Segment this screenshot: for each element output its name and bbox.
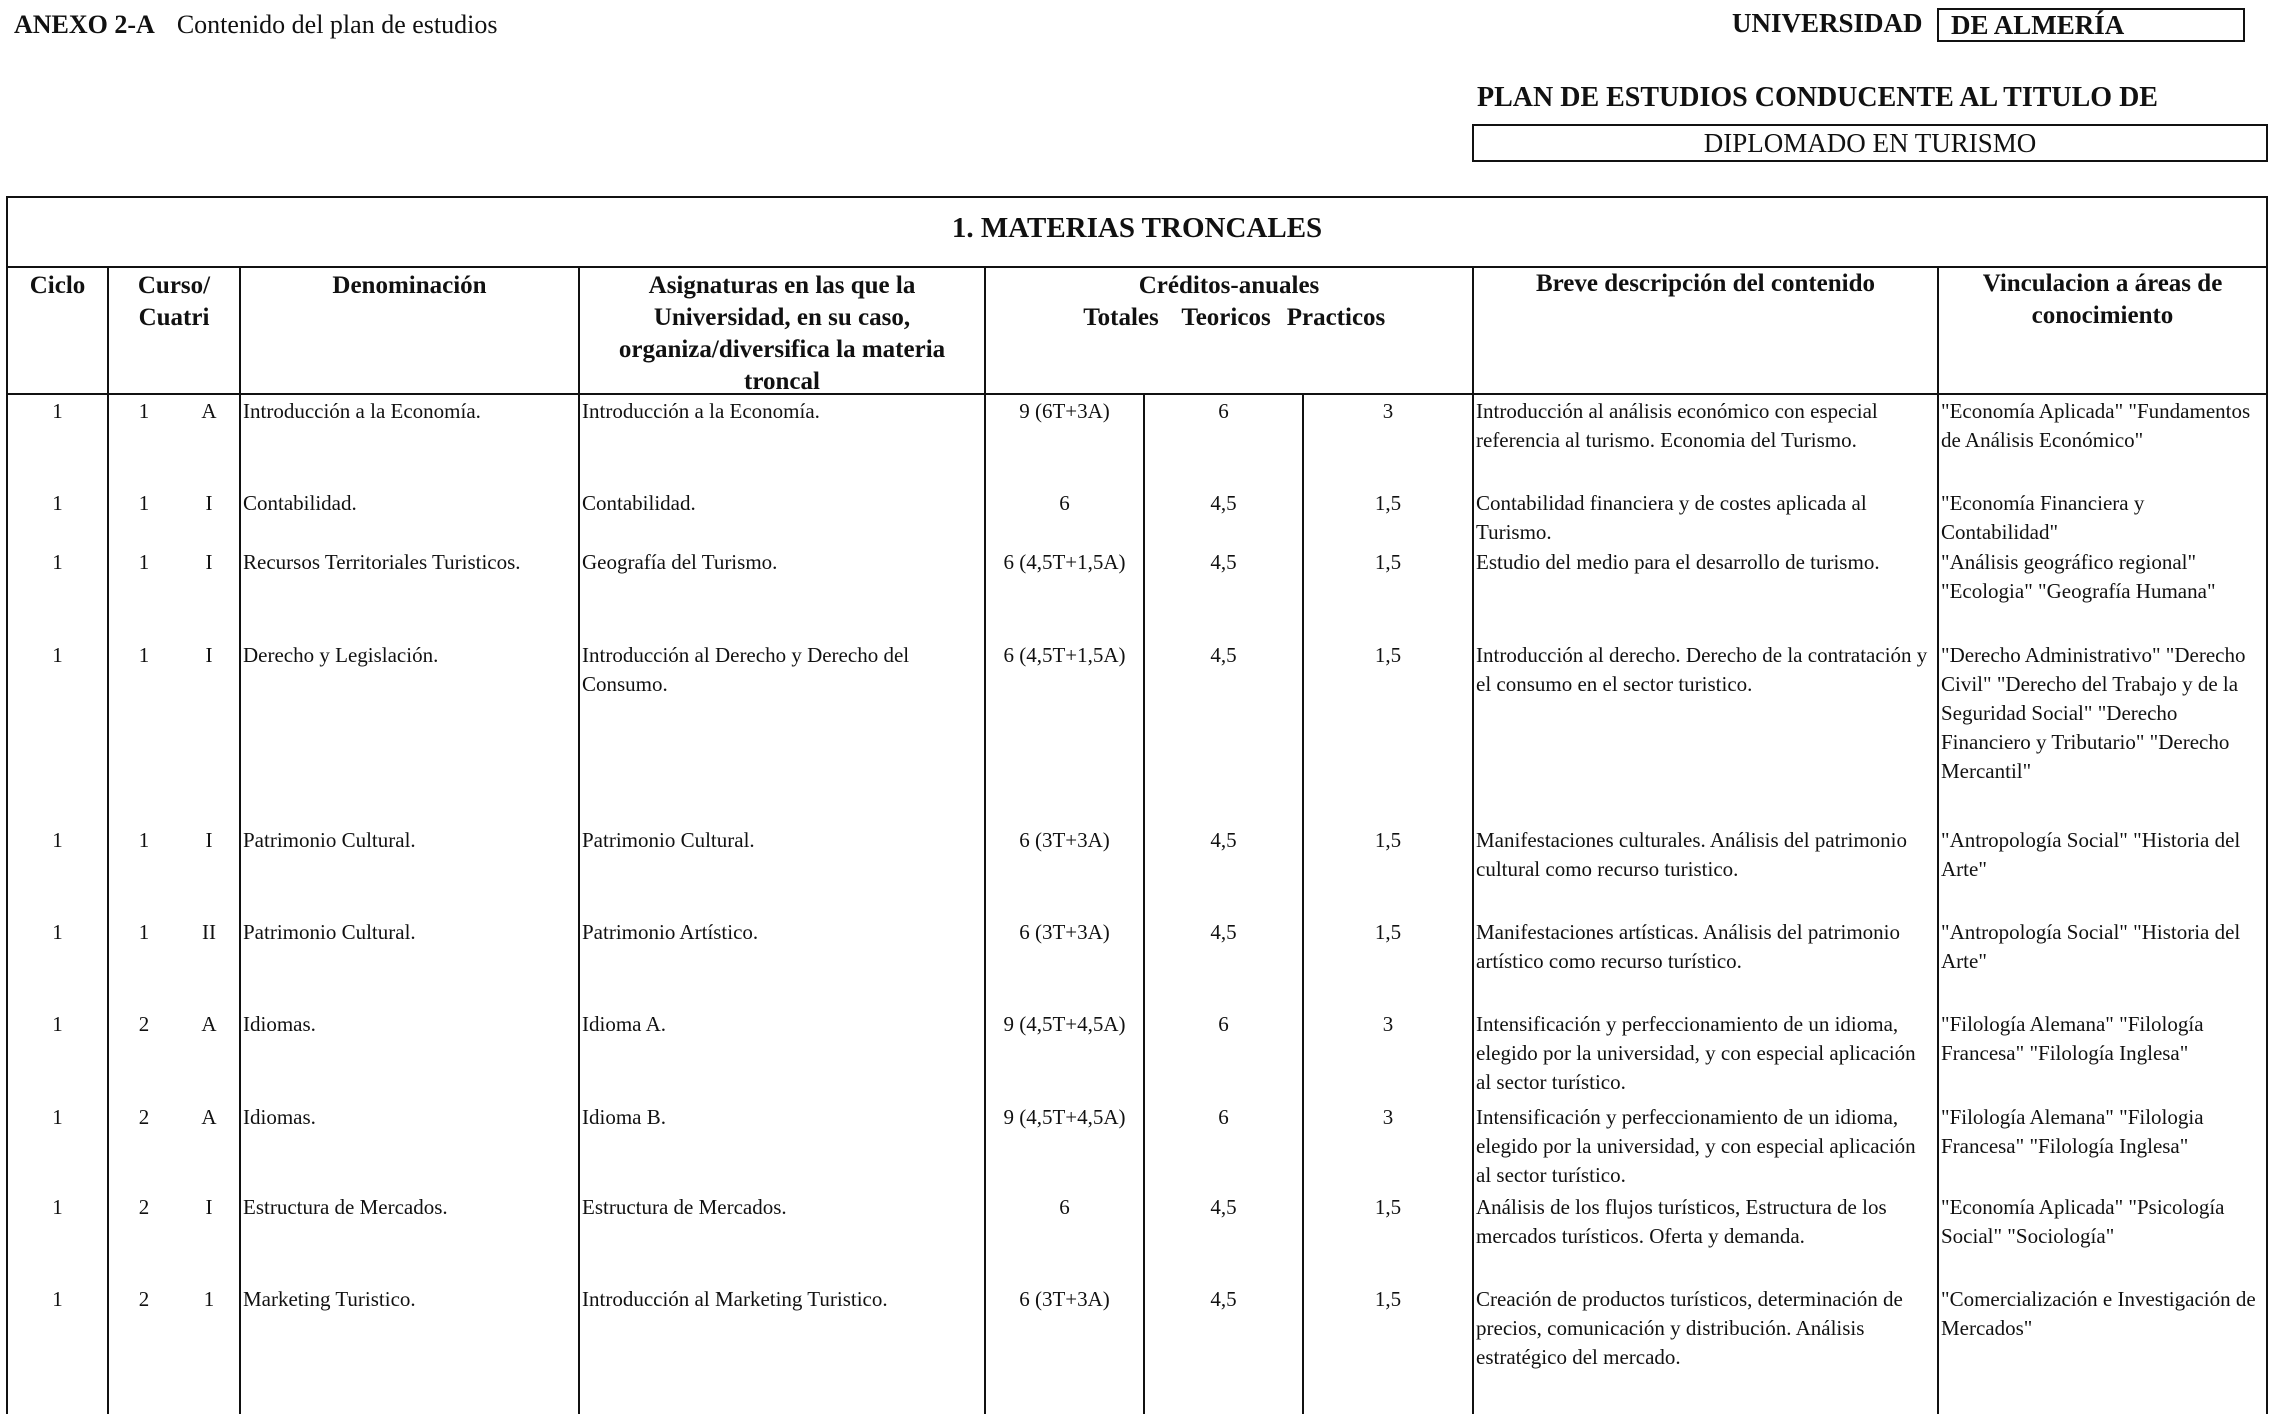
cell-curso: 2: [138, 1287, 150, 1311]
cell-ciclo: 1: [52, 643, 63, 667]
cell-totales: 6 (4,5T+1,5A): [1003, 643, 1126, 667]
cell-vinculacion: "Antropología Social" "Historia del Arte": [1941, 828, 2241, 881]
cell-ciclo: 1: [52, 920, 63, 944]
cell-totales: 6 (3T+3A): [1019, 1287, 1110, 1311]
cell-asignatura: Contabilidad.: [582, 491, 696, 515]
cell-cuatri: II: [202, 920, 216, 944]
cell-asignatura: Patrimonio Artístico.: [582, 920, 759, 944]
column-divider: [578, 266, 580, 1414]
cell-totales: 6: [1059, 491, 1070, 515]
cell-descripcion: Contabilidad financiera y de costes aplicada al Turismo.: [1476, 491, 1867, 544]
degree-title: DIPLOMADO EN TURISMO: [1472, 124, 2268, 162]
column-divider: [239, 266, 241, 1414]
cell-denominacion: Idiomas.: [243, 1012, 316, 1036]
cell-teoricos: 4,5: [1210, 1195, 1237, 1219]
cell-curso: 1: [138, 491, 150, 515]
cell-descripcion: Introducción al derecho. Derecho de la contratación y el consumo en el sector turistico.: [1476, 643, 1928, 696]
cell-descripcion: Análisis de los flujos turísticos, Estructura de los mercados turísticos. Oferta y demanda.: [1476, 1195, 1887, 1248]
cell-totales: 6 (3T+3A): [1019, 828, 1110, 852]
cell-curso: 2: [138, 1195, 150, 1219]
cell-practicos: 3: [1382, 399, 1394, 423]
cell-curso: 1: [138, 399, 150, 423]
cell-cuatri: A: [201, 1012, 217, 1036]
cell-cuatri: 1: [203, 1287, 215, 1311]
cell-ciclo: 1: [52, 550, 63, 574]
cell-vinculacion: "Comercialización e Investigación de Mercados": [1941, 1287, 2256, 1340]
table-divider: [6, 393, 2268, 395]
cell-asignatura: Idioma A.: [582, 1012, 666, 1036]
cell-totales: 9 (4,5T+4,5A): [1003, 1105, 1126, 1129]
cell-vinculacion: "Economía Financiera y Contabilidad": [1941, 491, 2145, 544]
plan-heading: PLAN DE ESTUDIOS CONDUCENTE AL TITULO DE: [1477, 82, 2158, 113]
cell-asignatura: Estructura de Mercados.: [582, 1195, 787, 1219]
cell-teoricos: 4,5: [1210, 828, 1237, 852]
cell-descripcion: Intensificación y perfeccionamiento de un idioma, elegido por la universidad, y con especial aplicación al sector turístico.: [1476, 1012, 1916, 1094]
cell-asignatura: Introducción a la Economía.: [582, 399, 820, 423]
cell-totales: 9 (6T+3A): [1019, 399, 1110, 423]
cell-denominacion: Marketing Turistico.: [243, 1287, 416, 1311]
cell-teoricos: 6: [1218, 1105, 1229, 1129]
col-header-teoricos: Teoricos: [1181, 304, 1271, 331]
cell-teoricos: 4,5: [1210, 643, 1237, 667]
cell-curso: 1: [138, 550, 150, 574]
column-divider: [1143, 393, 1145, 1414]
cell-curso: 2: [138, 1012, 150, 1036]
col-header-asignaturas: Asignaturas en las que la Universidad, en su caso, organiza/diversifica la materia troncal: [618, 272, 946, 395]
cell-cuatri: I: [205, 643, 213, 667]
annex-header: [14, 10, 497, 40]
cell-totales: 9 (4,5T+4,5A): [1003, 1012, 1126, 1036]
cell-asignatura: Introducción al Marketing Turistico.: [582, 1287, 888, 1311]
cell-descripcion: Introducción al análisis económico con especial referencia al turismo. Economia del Turismo.: [1476, 399, 1878, 452]
cell-practicos: 1,5: [1374, 1195, 1402, 1219]
col-header-vinculacion: Vinculacion a áreas de conocimiento: [1982, 270, 2223, 329]
col-header-practicos: Practicos: [1286, 304, 1386, 331]
cell-denominacion: Introducción a la Economía.: [243, 399, 481, 423]
cell-practicos: 1,5: [1374, 920, 1402, 944]
cell-curso: 2: [138, 1105, 150, 1129]
cell-cuatri: A: [201, 399, 217, 423]
cell-cuatri: I: [205, 550, 213, 574]
cell-asignatura: Introducción al Derecho y Derecho del Consumo.: [582, 643, 910, 696]
cell-teoricos: 6: [1218, 1012, 1229, 1036]
cell-practicos: 3: [1382, 1012, 1394, 1036]
university-name: DE ALMERÍA: [1937, 8, 2245, 42]
cell-denominacion: Derecho y Legislación.: [243, 643, 439, 667]
cell-practicos: 1,5: [1374, 550, 1402, 574]
col-header-creditos: Créditos-anuales: [1138, 272, 1320, 299]
cell-asignatura: Geografía del Turismo.: [582, 550, 778, 574]
cell-vinculacion: "Análisis geográfico regional" "Ecologia" "Geografía Humana": [1941, 550, 2216, 603]
section-title: 1. MATERIAS TRONCALES: [951, 212, 1323, 244]
column-divider: [1302, 393, 1304, 1414]
cell-ciclo: 1: [52, 828, 63, 852]
cell-denominacion: Patrimonio Cultural.: [243, 920, 416, 944]
cell-totales: 6: [1059, 1195, 1070, 1219]
cell-practicos: 1,5: [1374, 491, 1402, 515]
col-header-totales: Totales: [1083, 304, 1159, 331]
cell-vinculacion: "Economía Aplicada" "Psicología Social" "Sociología": [1941, 1195, 2225, 1248]
cell-vinculacion: "Filología Alemana" "Filología Francesa" "Filología Inglesa": [1941, 1012, 2204, 1065]
cell-ciclo: 1: [52, 491, 63, 515]
cell-ciclo: 1: [52, 399, 63, 423]
col-header-descripcion: Breve descripción del contenido: [1535, 270, 1876, 297]
cell-ciclo: 1: [52, 1287, 63, 1311]
cell-asignatura: Idioma B.: [582, 1105, 666, 1129]
column-divider: [1937, 266, 1939, 1414]
cell-teoricos: 4,5: [1210, 920, 1237, 944]
col-header-ciclo: Ciclo: [29, 272, 86, 299]
cell-practicos: 1,5: [1374, 1287, 1402, 1311]
cell-vinculacion: "Derecho Administrativo" "Derecho Civil" "Derecho del Trabajo y de la Seguridad Social" "Derecho Financiero y Tributario" "Derecho Mercantil": [1941, 643, 2246, 783]
cell-vinculacion: "Antropología Social" "Historia del Arte": [1941, 920, 2241, 973]
cell-cuatri: I: [205, 1195, 213, 1219]
cell-ciclo: 1: [52, 1012, 63, 1036]
cell-denominacion: Recursos Territoriales Turisticos.: [243, 550, 521, 574]
cell-descripcion: Intensificación y perfeccionamiento de un idioma, elegido por la universidad, y con especial aplicación al sector turístico.: [1476, 1105, 1916, 1187]
cell-cuatri: I: [205, 491, 213, 515]
cell-denominacion: Idiomas.: [243, 1105, 316, 1129]
annex-code: ANEXO 2-A: [14, 10, 155, 39]
col-header-denominacion: Denominación: [332, 272, 487, 299]
cell-curso: 1: [138, 920, 150, 944]
cell-ciclo: 1: [52, 1105, 63, 1129]
cell-denominacion: Estructura de Mercados.: [243, 1195, 448, 1219]
cell-denominacion: Patrimonio Cultural.: [243, 828, 416, 852]
cell-totales: 6 (3T+3A): [1019, 920, 1110, 944]
cell-descripcion: Creación de productos turísticos, determinación de precios, comunicación y distribución. Análisis estratégico del mercado.: [1476, 1287, 1903, 1369]
cell-practicos: 1,5: [1374, 828, 1402, 852]
cell-descripcion: Manifestaciones culturales. Análisis del patrimonio cultural como recurso turistico.: [1476, 828, 1907, 881]
cell-descripcion: Manifestaciones artísticas. Análisis del patrimonio artístico como recurso turístico.: [1476, 920, 1900, 973]
cell-cuatri: A: [201, 1105, 217, 1129]
cell-curso: 1: [138, 828, 150, 852]
col-header-curso-line1: Curso/: [137, 272, 211, 299]
cell-vinculacion: "Economía Aplicada" "Fundamentos de Análisis Económico": [1941, 399, 2251, 452]
annex-title: Contenido del plan de estudios: [176, 10, 498, 39]
cell-asignatura: Patrimonio Cultural.: [582, 828, 755, 852]
cell-cuatri: I: [205, 828, 213, 852]
cell-teoricos: 4,5: [1210, 1287, 1237, 1311]
col-header-curso: [109, 270, 239, 334]
university-label: UNIVERSIDAD: [1732, 8, 1923, 38]
cell-denominacion: Contabilidad.: [243, 491, 357, 515]
cell-teoricos: 4,5: [1210, 491, 1237, 515]
cell-totales: 6 (4,5T+1,5A): [1003, 550, 1126, 574]
cell-teoricos: 6: [1218, 399, 1229, 423]
cell-practicos: 1,5: [1374, 643, 1402, 667]
cell-practicos: 3: [1382, 1105, 1394, 1129]
cell-ciclo: 1: [52, 1195, 63, 1219]
column-divider: [1472, 266, 1474, 1414]
cell-teoricos: 4,5: [1210, 550, 1237, 574]
cell-vinculacion: "Filología Alemana" "Filologia Francesa" "Filología Inglesa": [1941, 1105, 2204, 1158]
cell-curso: 1: [138, 643, 150, 667]
cell-descripcion: Estudio del medio para el desarrollo de turismo.: [1476, 550, 1880, 574]
col-header-curso-line2: Cuatri: [138, 304, 210, 331]
